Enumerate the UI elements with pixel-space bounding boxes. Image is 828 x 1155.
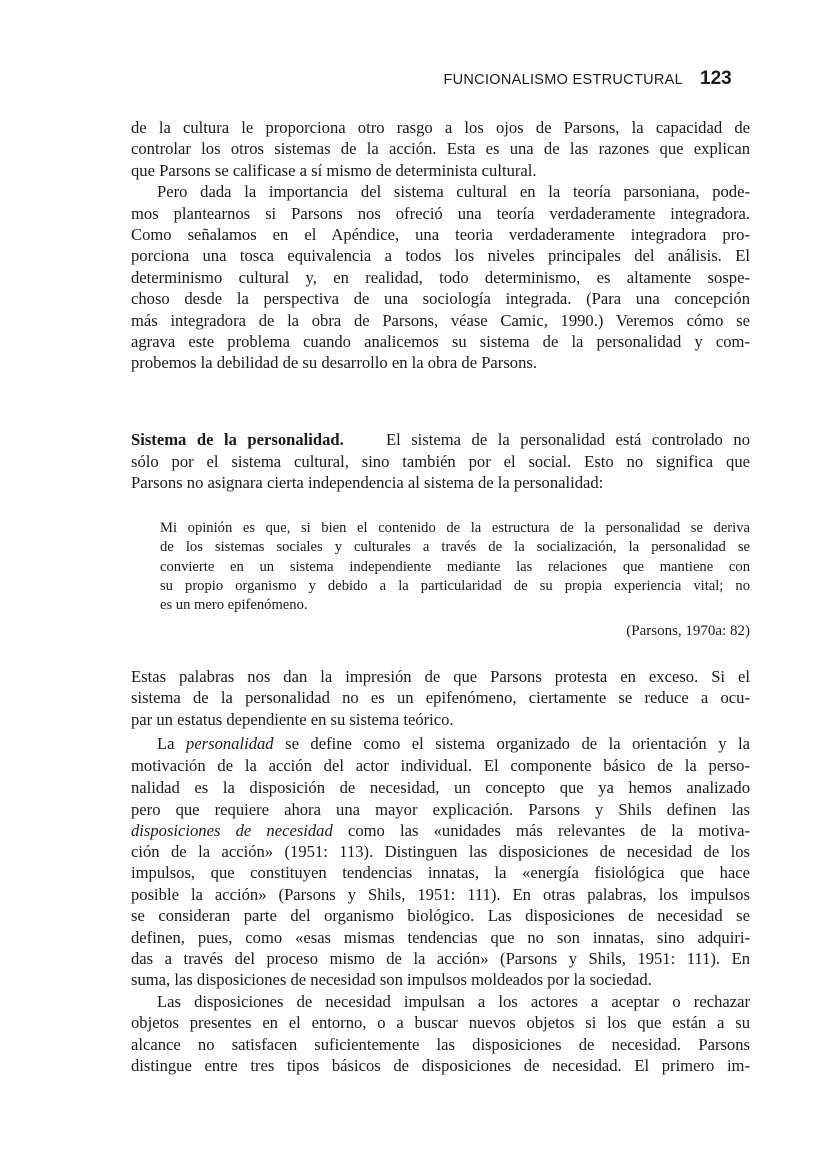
text-line: de la cultura le proporciona otro rasgo a los ojos de Parsons, la capacidad de: [131, 118, 750, 137]
text-line: nalidad es la disposición de necesidad, un concepto que ya hemos analizado: [131, 778, 750, 797]
text-line: agrava este problema cuando analicemos su sistema de la personalidad y com-: [131, 332, 750, 351]
page-number: 123: [700, 68, 732, 89]
text-line: convierte en un sistema independiente mediante las relaciones que mantiene con: [160, 558, 750, 575]
text-line: Las disposiciones de necesidad impulsan a los actores a aceptar o rechazar: [157, 991, 750, 1011]
text-line: motivación de la acción del actor individual. El componente básico de la perso-: [131, 756, 750, 775]
text-line: ción de la acción» (1951: 113). Distinguen las disposiciones de necesidad de los: [131, 842, 750, 861]
section-heading: Sistema de la personalidad.: [131, 430, 344, 449]
text-line: objetos presentes en el entorno, o a buscar nuevos objetos si los que están a su: [131, 1013, 750, 1033]
text-line: choso desde la perspectiva de una sociología integrada. (Para una concepción: [131, 289, 750, 309]
section-first-line: [131, 430, 750, 450]
text-line: distingue entre tres tipos básicos de disposiciones de necesidad. El primero im-: [131, 1056, 750, 1075]
text-line: más integradora de la obra de Parsons, véase Camic, 1990.) Veremos cómo se: [131, 310, 750, 330]
text-line: Pero dada la importancia del sistema cultural en la teoría parsoniana, pode-: [157, 182, 750, 202]
text-line: [131, 821, 750, 841]
text-line: definen, pues, como «esas mismas tendencias que no son innatas, sino adquiri-: [131, 927, 750, 947]
text-line: de los sistemas sociales y culturales a través de la socialización, la personalidad se: [160, 539, 750, 556]
italic-term: personalidad: [186, 734, 274, 753]
text-line: pero que requiere ahora una mayor explicación. Parsons y Shils definen las: [131, 800, 750, 819]
text-line: Parsons no asignara cierta independencia al sistema de la personalidad:: [131, 473, 604, 492]
text-line: sólo por el sistema cultural, sino también por el social. Esto no significa que: [131, 452, 750, 471]
text-line: das a través del proceso mismo de la acción» (Parsons y Shils, 1951: 111). En: [131, 949, 750, 968]
running-header-title: FUNCIONALISMO ESTRUCTURAL: [443, 72, 683, 88]
text-line: porciona una tosca equivalencia a todos los niveles principales del análisis. El: [131, 246, 750, 266]
text-line: se consideran parte del organismo biológico. Las disposiciones de necesidad se: [131, 906, 750, 926]
text-line: alcance no satisfacen suficientemente las disposiciones de necesidad. Parsons: [131, 1034, 750, 1054]
text-span: como las «unidades más relevantes de la motiva-: [332, 821, 750, 840]
text-line: posible la acción» (Parsons y Shils, 1951: 111). En otras palabras, los impulsos: [131, 884, 750, 904]
text-line: probemos la debilidad de su desarrollo en la obra de Parsons.: [131, 353, 537, 373]
italic-term: disposiciones de necesidad: [131, 821, 333, 840]
text-line: controlar los otros sistemas de la acción. Esta es una de las razones que explican: [131, 139, 750, 159]
section-text: El sistema de la personalidad está controlado no: [385, 430, 750, 449]
text-line: es un mero epifenómeno.: [160, 597, 308, 614]
text-line: sistema de la personalidad no es un epifenómeno, ciertamente se reduce a ocu-: [131, 688, 750, 708]
text-line: par un estatus dependiente en su sistema teórico.: [131, 709, 454, 729]
text-line: Estas palabras nos dan la impresión de que Parsons protesta en exceso. Si el: [131, 667, 750, 686]
running-header: [0, 68, 828, 92]
text-line: su propio organismo y debido a la particularidad de su propia experiencia vital; no: [160, 577, 750, 594]
text-line: mos plantearnos si Parsons nos ofreció una teoría verdaderamente integradora.: [131, 203, 750, 223]
text-span: se define como el sistema organizado de la orientación y la: [273, 734, 751, 753]
text-span: La: [157, 734, 187, 753]
text-line: que Parsons se calificase a sí mismo de determinista cultural.: [131, 160, 537, 180]
text-line: Mi opinión es que, si bien el contenido de la estructura de la personalidad se deriva: [160, 520, 750, 536]
text-line: determinismo cultural y, en realidad, todo determinismo, es altamente sospe-: [131, 267, 750, 287]
quote-citation: (Parsons, 1970a: 82): [626, 623, 750, 639]
text-line: Como señalamos en el Apéndice, una teoria verdaderamente integradora pro-: [131, 225, 750, 244]
text-line: [131, 734, 750, 754]
text-line: suma, las disposiciones de necesidad son impulsos moldeados por la sociedad.: [131, 970, 652, 990]
text-line: impulsos, que constituyen tendencias innatas, la «energía fisiológica que hace: [131, 863, 750, 883]
